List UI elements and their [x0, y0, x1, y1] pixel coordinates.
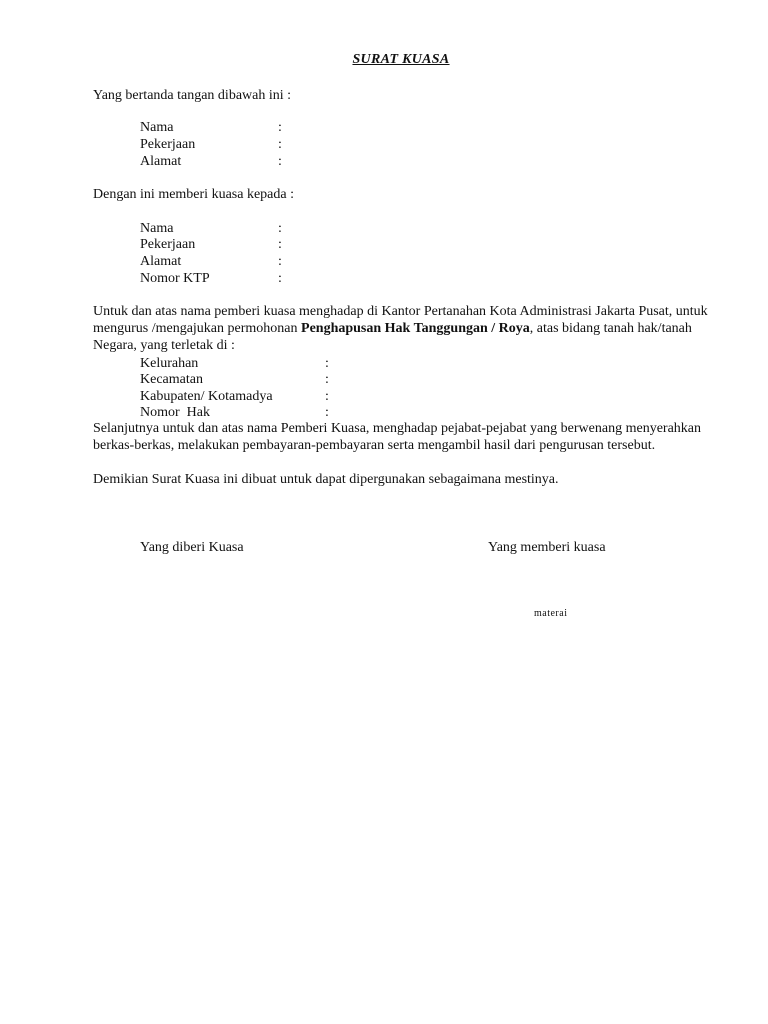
purpose-text-part2: , atas bidang tanah hak/tanah Negara, yang terletak di :	[93, 320, 692, 353]
grantee-job-label: Pekerjaan	[140, 237, 196, 252]
signature-right-label: Yang memberi kuasa	[488, 540, 606, 555]
kecamatan-colon: :	[325, 372, 329, 387]
grantor-address-label: Alamat	[140, 154, 182, 169]
kabupaten-label: Kabupaten/ Kotamadya	[140, 389, 273, 404]
kecamatan-label: Kecamatan	[140, 372, 203, 387]
grantee-ktp-colon: :	[278, 271, 282, 286]
kelurahan-label: Kelurahan	[140, 356, 199, 371]
document-title: SURAT KUASA	[352, 52, 450, 67]
purpose-bold-text: Penghapusan Hak Tanggungan / Roya	[301, 320, 530, 336]
nomor-hak-colon: :	[325, 405, 329, 420]
grantee-name-label: Nama	[140, 221, 174, 236]
purpose-paragraph	[93, 304, 713, 354]
closing-text: Demikian Surat Kuasa ini dibuat untuk dapat dipergunakan sebagaimana mestinya.	[93, 472, 559, 487]
stamp-label: materai	[534, 608, 568, 619]
grantee-job-colon: :	[278, 237, 282, 252]
grantor-job-colon: :	[278, 137, 282, 152]
nomor-hak-label: Nomor Hak	[140, 405, 210, 420]
grantor-address-colon: :	[278, 154, 282, 169]
grantee-address-label: Alamat	[140, 254, 182, 269]
grantee-ktp-label: Nomor KTP	[140, 271, 210, 286]
intro-text: Yang bertanda tangan dibawah ini :	[93, 88, 292, 103]
grantor-name-label: Nama	[140, 120, 174, 135]
grant-line: Dengan ini memberi kuasa kepada :	[93, 187, 294, 202]
grantee-address-colon: :	[278, 254, 282, 269]
signature-left-label: Yang diberi Kuasa	[140, 540, 244, 555]
grantor-name-colon: :	[278, 120, 282, 135]
grantee-name-colon: :	[278, 221, 282, 236]
further-paragraph: Selanjutnya untuk dan atas nama Pemberi Kuasa, menghadap pejabat-pejabat yang berwenang menyerahkan berkas-berkas, melakukan pembayaran-pembayaran serta mengambil hasil dari pengurusan tersebut.	[93, 421, 701, 453]
kabupaten-colon: :	[325, 389, 329, 404]
grantor-job-label: Pekerjaan	[140, 137, 196, 152]
purpose-text-part1: Untuk dan atas nama pemberi kuasa menghadap di Kantor Pertanahan Kota Administrasi Jakarta Pusat, untuk mengurus /mengajukan permohonan	[93, 304, 708, 336]
kelurahan-colon: :	[325, 356, 329, 371]
